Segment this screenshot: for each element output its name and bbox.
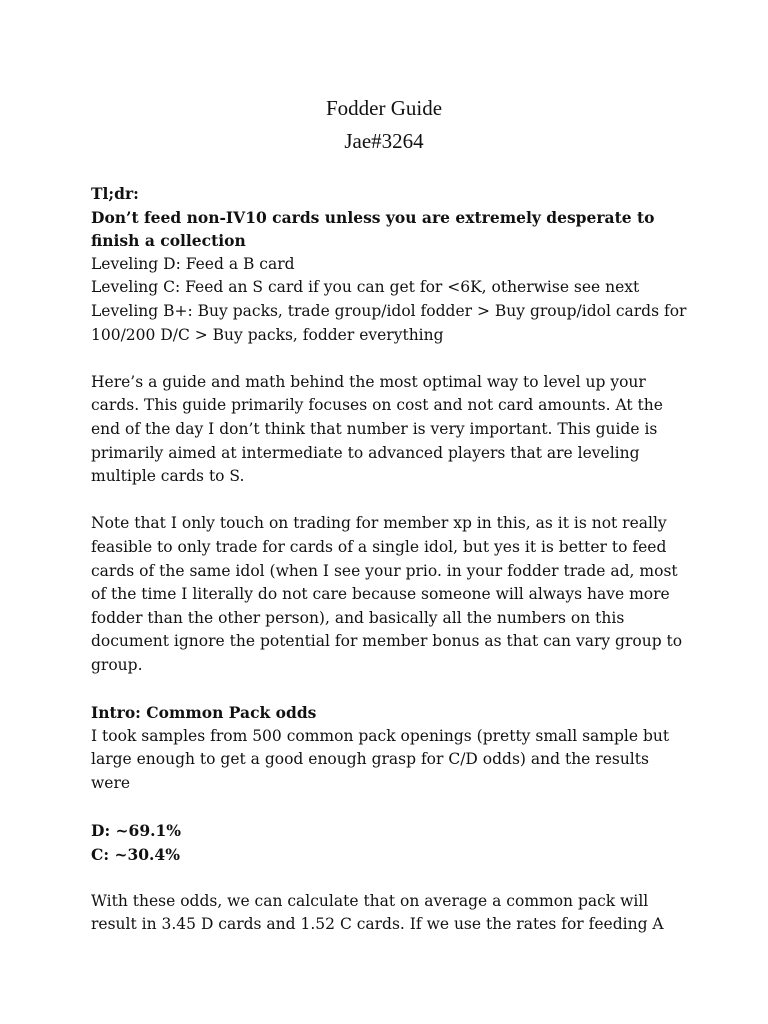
paragraph-gap — [91, 677, 691, 701]
paragraph-line: cards. This guide primarily focuses on cost and not card amounts. At the — [91, 396, 663, 415]
document-author: Jae#3264 — [344, 129, 424, 153]
paragraph-line: primarily aimed at intermediate to advanced players that are leveling — [91, 443, 640, 462]
paragraph-gap — [91, 866, 691, 890]
paragraph-line: multiple cards to S. — [91, 467, 245, 486]
paragraph-line: group. — [91, 655, 143, 674]
paragraph-gap — [91, 489, 691, 513]
paragraph-line: With these odds, we can calculate that on average a common pack will — [91, 891, 649, 910]
tldr-warning-line: Don’t feed non-IV10 cards unless you are extremely desperate to — [91, 207, 655, 227]
tldr-heading: Tl;dr: — [91, 184, 139, 203]
paragraph-line: result in 3.45 D cards and 1.52 C cards. If we use the rates for feeding A — [91, 915, 664, 934]
paragraph-line: I took samples from 500 common pack openings (pretty small sample but — [91, 726, 670, 745]
paragraph-line: fodder than the other person), and basically all the numbers on this — [91, 608, 625, 627]
intro-heading: Intro: Common Pack odds — [91, 703, 317, 723]
paragraph-gap — [91, 795, 691, 819]
tldr-warning-line: finish a collection — [91, 231, 246, 251]
leveling-c-line: Leveling C: Feed an S card if you can get for <6K, otherwise see next — [91, 278, 640, 297]
odds-c: C: ~30.4% — [91, 844, 180, 864]
paragraph-line: Here’s a guide and math behind the most optimal way to level up your — [91, 372, 646, 391]
paragraph-gap — [91, 347, 691, 371]
title-block — [0, 92, 768, 158]
paragraph-line: end of the day I don’t think that number is very important. This guide is — [91, 419, 658, 438]
paragraph-line: cards of the same idol (when I see your prio. in your fodder trade ad, most — [91, 561, 678, 580]
paragraph-line: feasible to only trade for cards of a single idol, but yes it is better to feed — [91, 537, 667, 556]
paragraph-line: of the time I literally do not care because someone will always have more — [91, 585, 670, 604]
leveling-b-line: 100/200 D/C > Buy packs, fodder everything — [91, 325, 444, 344]
leveling-b-line: Leveling B+: Buy packs, trade group/idol fodder > Buy group/idol cards for — [91, 301, 687, 320]
odds-d: D: ~69.1% — [91, 821, 182, 841]
paragraph-line: document ignore the potential for member bonus as that can vary group to — [91, 632, 683, 651]
document-title: Fodder Guide — [325, 96, 443, 120]
leveling-d-line: Leveling D: Feed a B card — [91, 254, 295, 273]
paragraph-line: large enough to get a good enough grasp for C/D odds) and the results were — [91, 750, 649, 792]
paragraph-line: Note that I only touch on trading for member xp in this, as it is not really — [91, 514, 667, 533]
document-body — [91, 182, 691, 937]
